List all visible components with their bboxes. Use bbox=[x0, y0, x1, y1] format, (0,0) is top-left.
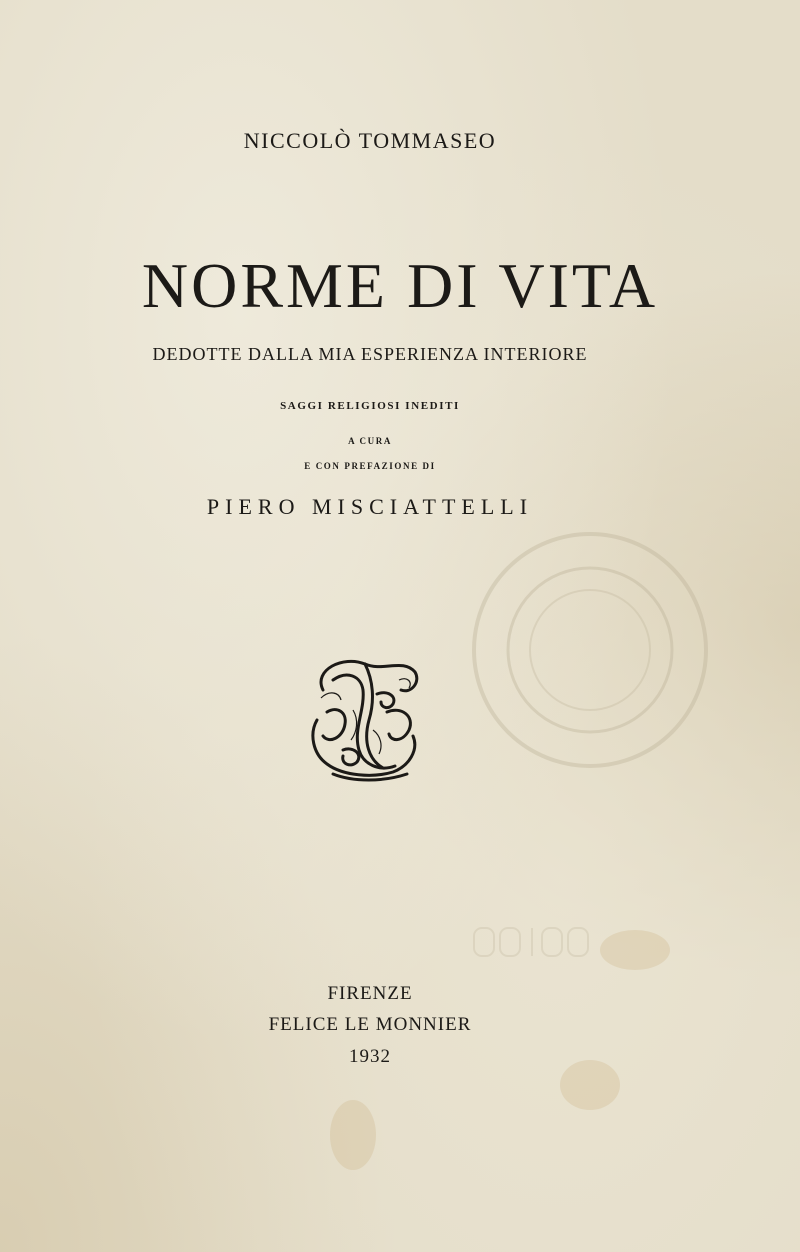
curated-line: A CURA bbox=[348, 436, 392, 446]
book-subtitle: DEDOTTE DALLA MIA ESPERIENZA INTERIORE bbox=[152, 344, 588, 364]
preface-line: E CON PREFAZIONE DI bbox=[304, 461, 436, 471]
imprint-publisher: FELICE LE MONNIER bbox=[268, 1014, 472, 1035]
imprint-year: 1932 bbox=[349, 1046, 391, 1067]
stain bbox=[330, 1100, 376, 1170]
essays-line: SAGGI RELIGIOSI INEDITI bbox=[280, 400, 460, 412]
imprint-city: FIRENZE bbox=[327, 983, 413, 1004]
book-title: NORME DI VITA bbox=[141, 250, 659, 321]
publisher-monogram-icon bbox=[303, 650, 427, 786]
library-stamp-icon bbox=[468, 528, 712, 772]
editor-name: PIERO MISCIATTELLI bbox=[206, 494, 534, 519]
impressed-mark bbox=[470, 922, 600, 962]
stain bbox=[600, 930, 670, 970]
author-name: NICCOLÒ TOMMASEO bbox=[243, 128, 497, 153]
